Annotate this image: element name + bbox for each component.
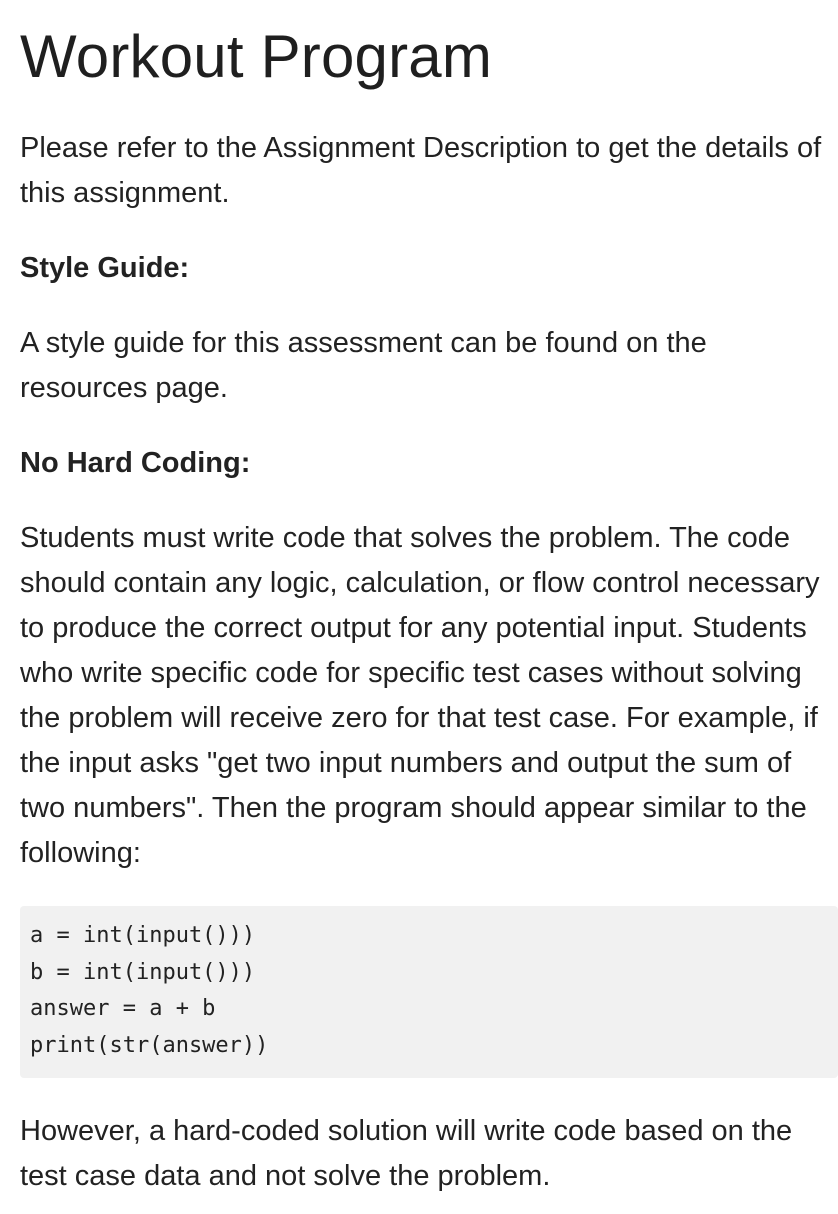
- no-hard-coding-paragraph: Students must write code that solves the problem. The code should contain any logic, calculation, or flow control necessary to produce the correct output for any potential input. Students who write specific code for specific test cases without solving the problem will receive zero for that test case. For example, if the input asks "get two input numbers and output the sum of two numbers". Then the program should appear similar to the following:: [20, 522, 820, 869]
- style-guide-paragraph: A style guide for this assessment can be found on the resources page.: [20, 327, 707, 404]
- code-example: [20, 906, 838, 1078]
- intro-paragraph: Please refer to the Assignment Description to get the details of this assignment.: [20, 132, 822, 209]
- code-line: a = int(input())): [30, 923, 256, 948]
- no-hard-coding-heading: No Hard Coding:: [20, 447, 251, 479]
- closing-paragraph: However, a hard-coded solution will write code based on the test case data and not solve the problem.: [20, 1115, 793, 1192]
- code-line: answer = a + b: [30, 996, 216, 1021]
- code-line: print(str(answer)): [30, 1032, 269, 1058]
- code-line: b = int(input())): [30, 959, 256, 985]
- style-guide-heading: Style Guide:: [20, 252, 190, 284]
- page-title: Workout Program: [20, 23, 493, 90]
